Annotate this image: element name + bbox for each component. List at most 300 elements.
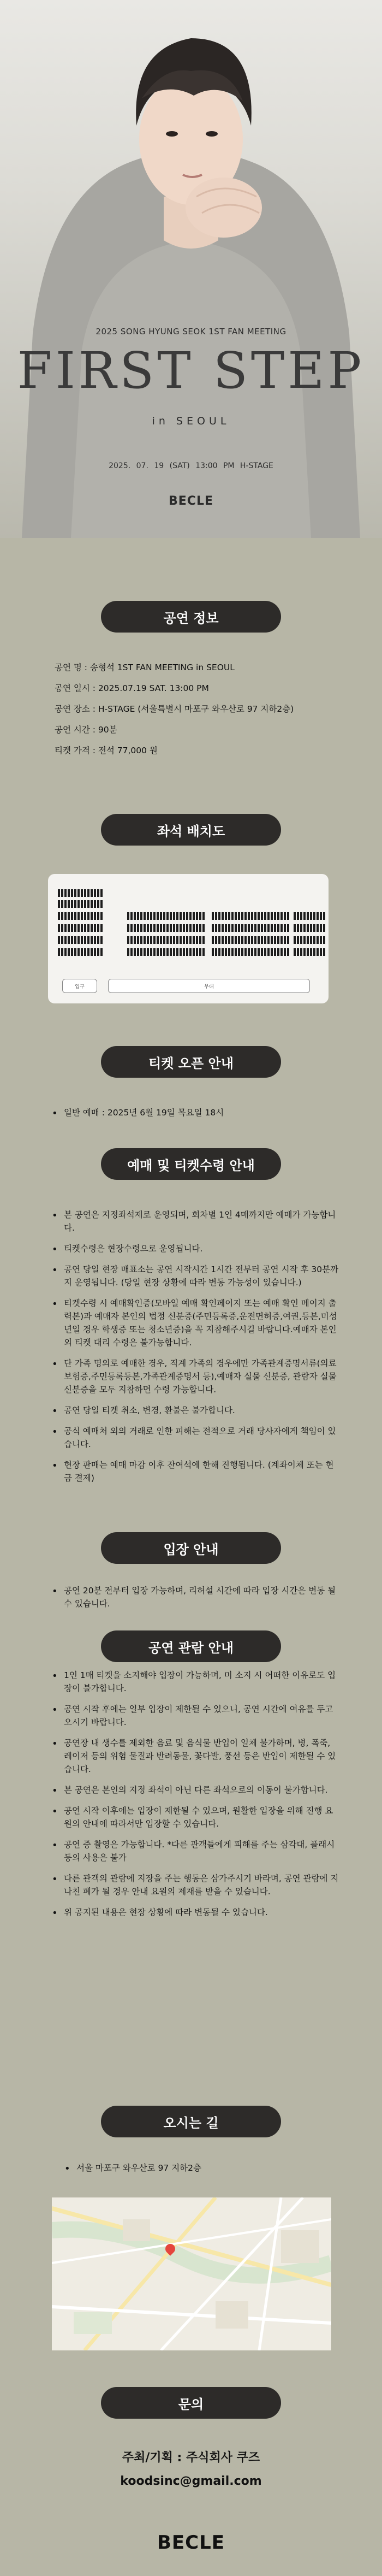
seat: [91, 924, 93, 932]
seat: [202, 924, 205, 932]
section-header-entry: 입장 안내: [101, 1532, 281, 1564]
stage-label: 무대: [108, 979, 310, 993]
seat: [264, 948, 266, 956]
seat: [248, 924, 250, 932]
seat: [61, 889, 63, 897]
section-header-directions: 오시는 길: [101, 2106, 281, 2137]
seat: [64, 912, 67, 920]
seat: [140, 924, 142, 932]
seat: [144, 936, 146, 944]
seat: [68, 912, 70, 920]
seat: [222, 924, 224, 932]
seat: [303, 936, 306, 944]
seat: [68, 948, 70, 956]
seat: [231, 936, 234, 944]
seat: [180, 912, 182, 920]
section-header-booking: 예매 및 티켓수령 안내: [101, 1148, 281, 1180]
seat: [183, 936, 185, 944]
seat-row: [294, 924, 325, 932]
seat: [251, 924, 253, 932]
seat: [130, 924, 133, 932]
seat: [294, 924, 296, 932]
seat: [163, 912, 165, 920]
list-item: • 위 공지된 내용은 현장 상황에 따라 변동될 수 있습니다.: [52, 1906, 341, 1919]
seat: [71, 948, 73, 956]
seat: [222, 948, 224, 956]
seat: [323, 948, 325, 956]
seat: [58, 936, 60, 944]
seat: [267, 948, 270, 956]
seat: [100, 924, 103, 932]
seat: [64, 924, 67, 932]
seat: [157, 936, 159, 944]
seat: [215, 924, 217, 932]
seat-row: [212, 948, 289, 956]
seat: [81, 912, 83, 920]
seat-row: [212, 912, 289, 920]
seat: [144, 948, 146, 956]
seat: [258, 912, 260, 920]
seat: [71, 912, 73, 920]
seat: [74, 948, 76, 956]
hero-title: FIRST STEP: [17, 341, 365, 400]
seat: [81, 900, 83, 908]
seat: [284, 936, 286, 944]
seat: [84, 900, 86, 908]
seat: [74, 912, 76, 920]
seat: [222, 936, 224, 944]
seat: [313, 924, 315, 932]
list-item: • 티켓수령 시 예매확인증(모바일 예매 확인페이지 또는 예매 확인 메이지 출력본)과 예매자 본인의 법정 신분증(주민등록증,운전면허증,여권,등본,미성년일 경우 학생증 또는 청소년증)을 꼭 지참해주시길 바랍니다.예매자 본인 외 티켓 대리 수령은 불가능합니다.: [52, 1297, 341, 1349]
seat: [320, 948, 322, 956]
seat: [251, 936, 253, 944]
seat-row: [58, 948, 103, 956]
seat: [307, 936, 309, 944]
seat: [231, 912, 234, 920]
seat: [313, 912, 315, 920]
seat: [61, 912, 63, 920]
info-datetime: 공연 일시 : 2025.07.19 SAT. 13:00 PM: [55, 683, 209, 694]
entry-list: [52, 1584, 341, 1618]
hero-date: 2025. 07. 19 (SAT) 13:00 PM H-STAGE: [109, 462, 273, 470]
seat: [228, 924, 230, 932]
seat: [147, 924, 149, 932]
seat: [100, 900, 103, 908]
seat: [254, 948, 256, 956]
seat: [196, 936, 198, 944]
seat: [71, 889, 73, 897]
list-item: • 공연 중 촬영은 가능합니다. *다른 관객들에게 피해를 주는 삼각대, 플래시 등의 사용은 불가: [52, 1838, 341, 1864]
contact-organizer: 주최/기획 : 주식회사 쿠즈: [122, 2451, 260, 2465]
seat: [280, 948, 283, 956]
seat: [317, 924, 319, 932]
seat: [130, 948, 133, 956]
seat: [310, 924, 312, 932]
seat: [196, 948, 198, 956]
seat: [87, 912, 89, 920]
directions-list: [64, 2161, 354, 2182]
seat: [277, 924, 279, 932]
seat: [238, 924, 240, 932]
seat: [228, 912, 230, 920]
seat: [97, 900, 99, 908]
seat: [271, 912, 273, 920]
seat-row: [294, 948, 325, 956]
seat: [91, 948, 93, 956]
seat: [130, 912, 133, 920]
seat: [261, 948, 263, 956]
list-item: • 티켓수령은 현장수령으로 운영됩니다.: [52, 1242, 341, 1255]
seat: [274, 936, 276, 944]
seat: [134, 936, 136, 944]
seat: [183, 912, 185, 920]
seat: [320, 912, 322, 920]
seat: [218, 948, 220, 956]
seat: [297, 912, 299, 920]
seat: [87, 889, 89, 897]
seat: [166, 912, 169, 920]
seat: [163, 924, 165, 932]
seat: [231, 948, 234, 956]
seat: [100, 889, 103, 897]
seat: [317, 936, 319, 944]
seat: [74, 900, 76, 908]
list-item: • 공연 당일 티켓 취소, 변경, 환불은 불가합니다.: [52, 1404, 341, 1417]
seat: [287, 948, 289, 956]
seat: [212, 936, 214, 944]
seat: [137, 912, 139, 920]
footer-logo-text: BECLE: [157, 2532, 225, 2554]
seat: [153, 924, 156, 932]
seat: [186, 924, 188, 932]
seat-row: [294, 912, 325, 920]
seat: [94, 912, 96, 920]
seat: [228, 936, 230, 944]
seat: [150, 912, 152, 920]
seat: [186, 948, 188, 956]
seat: [97, 912, 99, 920]
list-item: • 공연 20분 전부터 입장 가능하며, 리허설 시간에 따라 입장 시간은 변동 될 수 있습니다.: [52, 1584, 341, 1610]
seat: [97, 936, 99, 944]
seat: [297, 948, 299, 956]
seat: [94, 948, 96, 956]
seat: [180, 936, 182, 944]
seat: [294, 936, 296, 944]
seat: [313, 936, 315, 944]
seat: [153, 936, 156, 944]
seat: [294, 948, 296, 956]
seat: [264, 912, 266, 920]
seat: [199, 936, 201, 944]
seat: [271, 936, 273, 944]
seat: [280, 924, 283, 932]
list-item: • 공식 예매처 외의 거래로 인한 피해는 전적으로 거래 당사자에게 책임이 있습니다.: [52, 1425, 341, 1451]
seat: [77, 948, 80, 956]
seat: [277, 948, 279, 956]
seat: [287, 912, 289, 920]
seat: [254, 912, 256, 920]
seat: [150, 936, 152, 944]
seat-row: [127, 936, 205, 944]
list-item: • 공연 당일 현장 매표소는 공연 시작시간 1시간 전부터 공연 시작 후 30분까지 운영됩니다. (당일 현장 상황에 따라 변동 가능성이 있습니다.): [52, 1263, 341, 1289]
seat: [61, 924, 63, 932]
seat: [64, 889, 67, 897]
seat: [320, 936, 322, 944]
seat: [134, 924, 136, 932]
seat: [287, 924, 289, 932]
list-item: • 서울 마포구 와우산로 97 지하2층: [64, 2161, 354, 2175]
seat: [258, 924, 260, 932]
seat: [212, 924, 214, 932]
seat: [241, 936, 243, 944]
seat-row: [127, 948, 205, 956]
seat: [300, 912, 302, 920]
list-item: • 본 공연은 지정좌석제로 운영되며, 회차별 1인 4매까지만 예매가 가능합니다.: [52, 1208, 341, 1234]
seat: [91, 912, 93, 920]
seat: [81, 889, 83, 897]
seat: [140, 948, 142, 956]
seat-row: [212, 924, 289, 932]
seat: [166, 924, 169, 932]
seat: [202, 948, 205, 956]
seat-map-card: [48, 874, 329, 1003]
seat: [180, 924, 182, 932]
seat: [241, 924, 243, 932]
seat: [68, 900, 70, 908]
seat-row: [212, 936, 289, 944]
seat: [176, 948, 178, 956]
location-map[interactable]: [52, 2197, 331, 2350]
seat: [323, 936, 325, 944]
seat: [157, 924, 159, 932]
seat: [267, 912, 270, 920]
seat: [284, 948, 286, 956]
seat: [320, 924, 322, 932]
seat: [91, 889, 93, 897]
seat: [218, 924, 220, 932]
ticket-open-list: [52, 1106, 341, 1127]
seat: [258, 936, 260, 944]
seat: [97, 948, 99, 956]
seat: [212, 948, 214, 956]
seat: [284, 924, 286, 932]
seat: [77, 889, 80, 897]
seat: [228, 948, 230, 956]
seat: [97, 889, 99, 897]
section-header-performance-info: 공연 정보: [101, 601, 281, 633]
seat: [74, 936, 76, 944]
seat: [310, 936, 312, 944]
seat: [264, 936, 266, 944]
seat: [303, 912, 306, 920]
seat: [87, 900, 89, 908]
seat: [215, 912, 217, 920]
info-price: 티켓 가격 : 전석 77,000 원: [55, 746, 158, 756]
seat: [235, 948, 237, 956]
seat: [323, 924, 325, 932]
seat: [303, 948, 306, 956]
seat: [160, 912, 162, 920]
list-item: • 본 공연은 본인의 지정 좌석이 아닌 다른 좌석으로의 이동이 불가합니다.: [52, 1783, 341, 1797]
seat: [189, 936, 192, 944]
seat: [130, 936, 133, 944]
seat: [274, 924, 276, 932]
contact-email[interactable]: koodsinc@gmail.com: [120, 2474, 262, 2488]
seat: [100, 948, 103, 956]
seat: [163, 936, 165, 944]
seat: [297, 924, 299, 932]
list-item: • 공연 시작 이후에는 입장이 제한될 수 있으며, 원활한 입장을 위해 진행 요원의 안내에 따라서만 입장할 수 있습니다.: [52, 1804, 341, 1830]
seat: [222, 912, 224, 920]
seat: [235, 924, 237, 932]
info-duration: 공연 시간 : 90분: [55, 725, 117, 735]
seat: [77, 936, 80, 944]
seat: [64, 948, 67, 956]
seat: [176, 912, 178, 920]
list-item: • 현장 판매는 예매 마감 이후 잔여석에 한해 진행됩니다. (계좌이체 또는 현금 결제): [52, 1458, 341, 1485]
map-graphic: [52, 2197, 331, 2350]
seat: [166, 948, 169, 956]
seat: [241, 948, 243, 956]
seat: [81, 924, 83, 932]
seat: [170, 924, 172, 932]
seat: [231, 924, 234, 932]
seat: [317, 912, 319, 920]
seat: [61, 948, 63, 956]
seat: [147, 936, 149, 944]
seat: [87, 924, 89, 932]
seat: [173, 924, 175, 932]
seat: [254, 936, 256, 944]
seat: [307, 948, 309, 956]
seat: [94, 900, 96, 908]
seat: [84, 912, 86, 920]
seat: [248, 948, 250, 956]
list-item: • 일반 예매 : 2025년 6월 19일 목요일 18시: [52, 1106, 341, 1119]
seat: [300, 948, 302, 956]
seat: [254, 924, 256, 932]
seat: [218, 912, 220, 920]
seat: [58, 924, 60, 932]
seat-row: [294, 936, 325, 944]
seat: [176, 936, 178, 944]
seat: [225, 936, 227, 944]
seat: [215, 948, 217, 956]
seat: [81, 948, 83, 956]
seat: [58, 889, 60, 897]
section-header-rules: 공연 관람 안내: [101, 1630, 281, 1662]
seat: [235, 912, 237, 920]
seat: [150, 948, 152, 956]
seat: [199, 924, 201, 932]
seat: [127, 948, 129, 956]
seat: [61, 936, 63, 944]
seat: [150, 924, 152, 932]
seat: [189, 912, 192, 920]
seat: [241, 912, 243, 920]
performance-info-list: [55, 661, 344, 765]
hero-banner: [0, 0, 382, 538]
seat: [323, 912, 325, 920]
seat: [317, 948, 319, 956]
section-header-contact: 문의: [101, 2387, 281, 2419]
rules-list: [52, 1669, 341, 1927]
seat: [176, 924, 178, 932]
seat: [84, 936, 86, 944]
seat: [160, 948, 162, 956]
seat-row: [58, 900, 103, 908]
seat: [71, 900, 73, 908]
seat: [297, 936, 299, 944]
seat: [212, 912, 214, 920]
seat: [84, 948, 86, 956]
seat: [137, 924, 139, 932]
seat: [58, 900, 60, 908]
seat: [147, 948, 149, 956]
seat: [196, 912, 198, 920]
seat: [277, 936, 279, 944]
seat: [244, 924, 247, 932]
seat: [244, 948, 247, 956]
seat: [61, 900, 63, 908]
seat-row: [127, 912, 205, 920]
seat: [87, 948, 89, 956]
seat: [147, 912, 149, 920]
seat: [180, 948, 182, 956]
list-item: • 공연장 내 생수를 제외한 음료 및 음식물 반입이 일체 불가하며, 병, 폭죽, 레이저 등의 위험 물질과 반려동물, 꽃다발, 풍선 등은 반입이 제한될 수 있습니다.: [52, 1736, 341, 1776]
seat: [58, 912, 60, 920]
seat: [196, 924, 198, 932]
seat: [170, 912, 172, 920]
seat: [294, 912, 296, 920]
seat: [71, 936, 73, 944]
seat: [300, 936, 302, 944]
seat: [271, 924, 273, 932]
event-line: 2025 SONG HYUNG SEOK 1ST FAN MEETING: [96, 327, 286, 336]
seat: [100, 936, 103, 944]
seat-row: [58, 924, 103, 932]
seat: [144, 924, 146, 932]
seat: [84, 889, 86, 897]
seat: [310, 948, 312, 956]
seat: [202, 912, 205, 920]
seat: [71, 924, 73, 932]
seat: [127, 912, 129, 920]
info-venue: 공연 장소 : H-STAGE (서울특별시 마포구 와우산로 97 지하2층): [55, 704, 294, 714]
seat: [280, 936, 283, 944]
seat: [274, 948, 276, 956]
seat: [189, 924, 192, 932]
seat-row: [58, 889, 103, 897]
seat: [271, 948, 273, 956]
seat: [225, 924, 227, 932]
seat: [202, 936, 205, 944]
seat: [173, 948, 175, 956]
seat: [91, 900, 93, 908]
seat: [97, 924, 99, 932]
section-header-seat-map: 좌석 배치도: [101, 814, 281, 846]
seat: [193, 936, 195, 944]
seat: [170, 936, 172, 944]
seat: [94, 936, 96, 944]
section-header-ticket-open: 티켓 오픈 안내: [101, 1046, 281, 1078]
list-item: • 1인 1매 티켓을 소지해야 입장이 가능하며, 미 소지 시 어떠한 이유로도 입장이 불가합니다.: [52, 1669, 341, 1695]
seat: [77, 900, 80, 908]
seat: [94, 889, 96, 897]
seat: [261, 936, 263, 944]
seat: [68, 936, 70, 944]
seat: [163, 948, 165, 956]
